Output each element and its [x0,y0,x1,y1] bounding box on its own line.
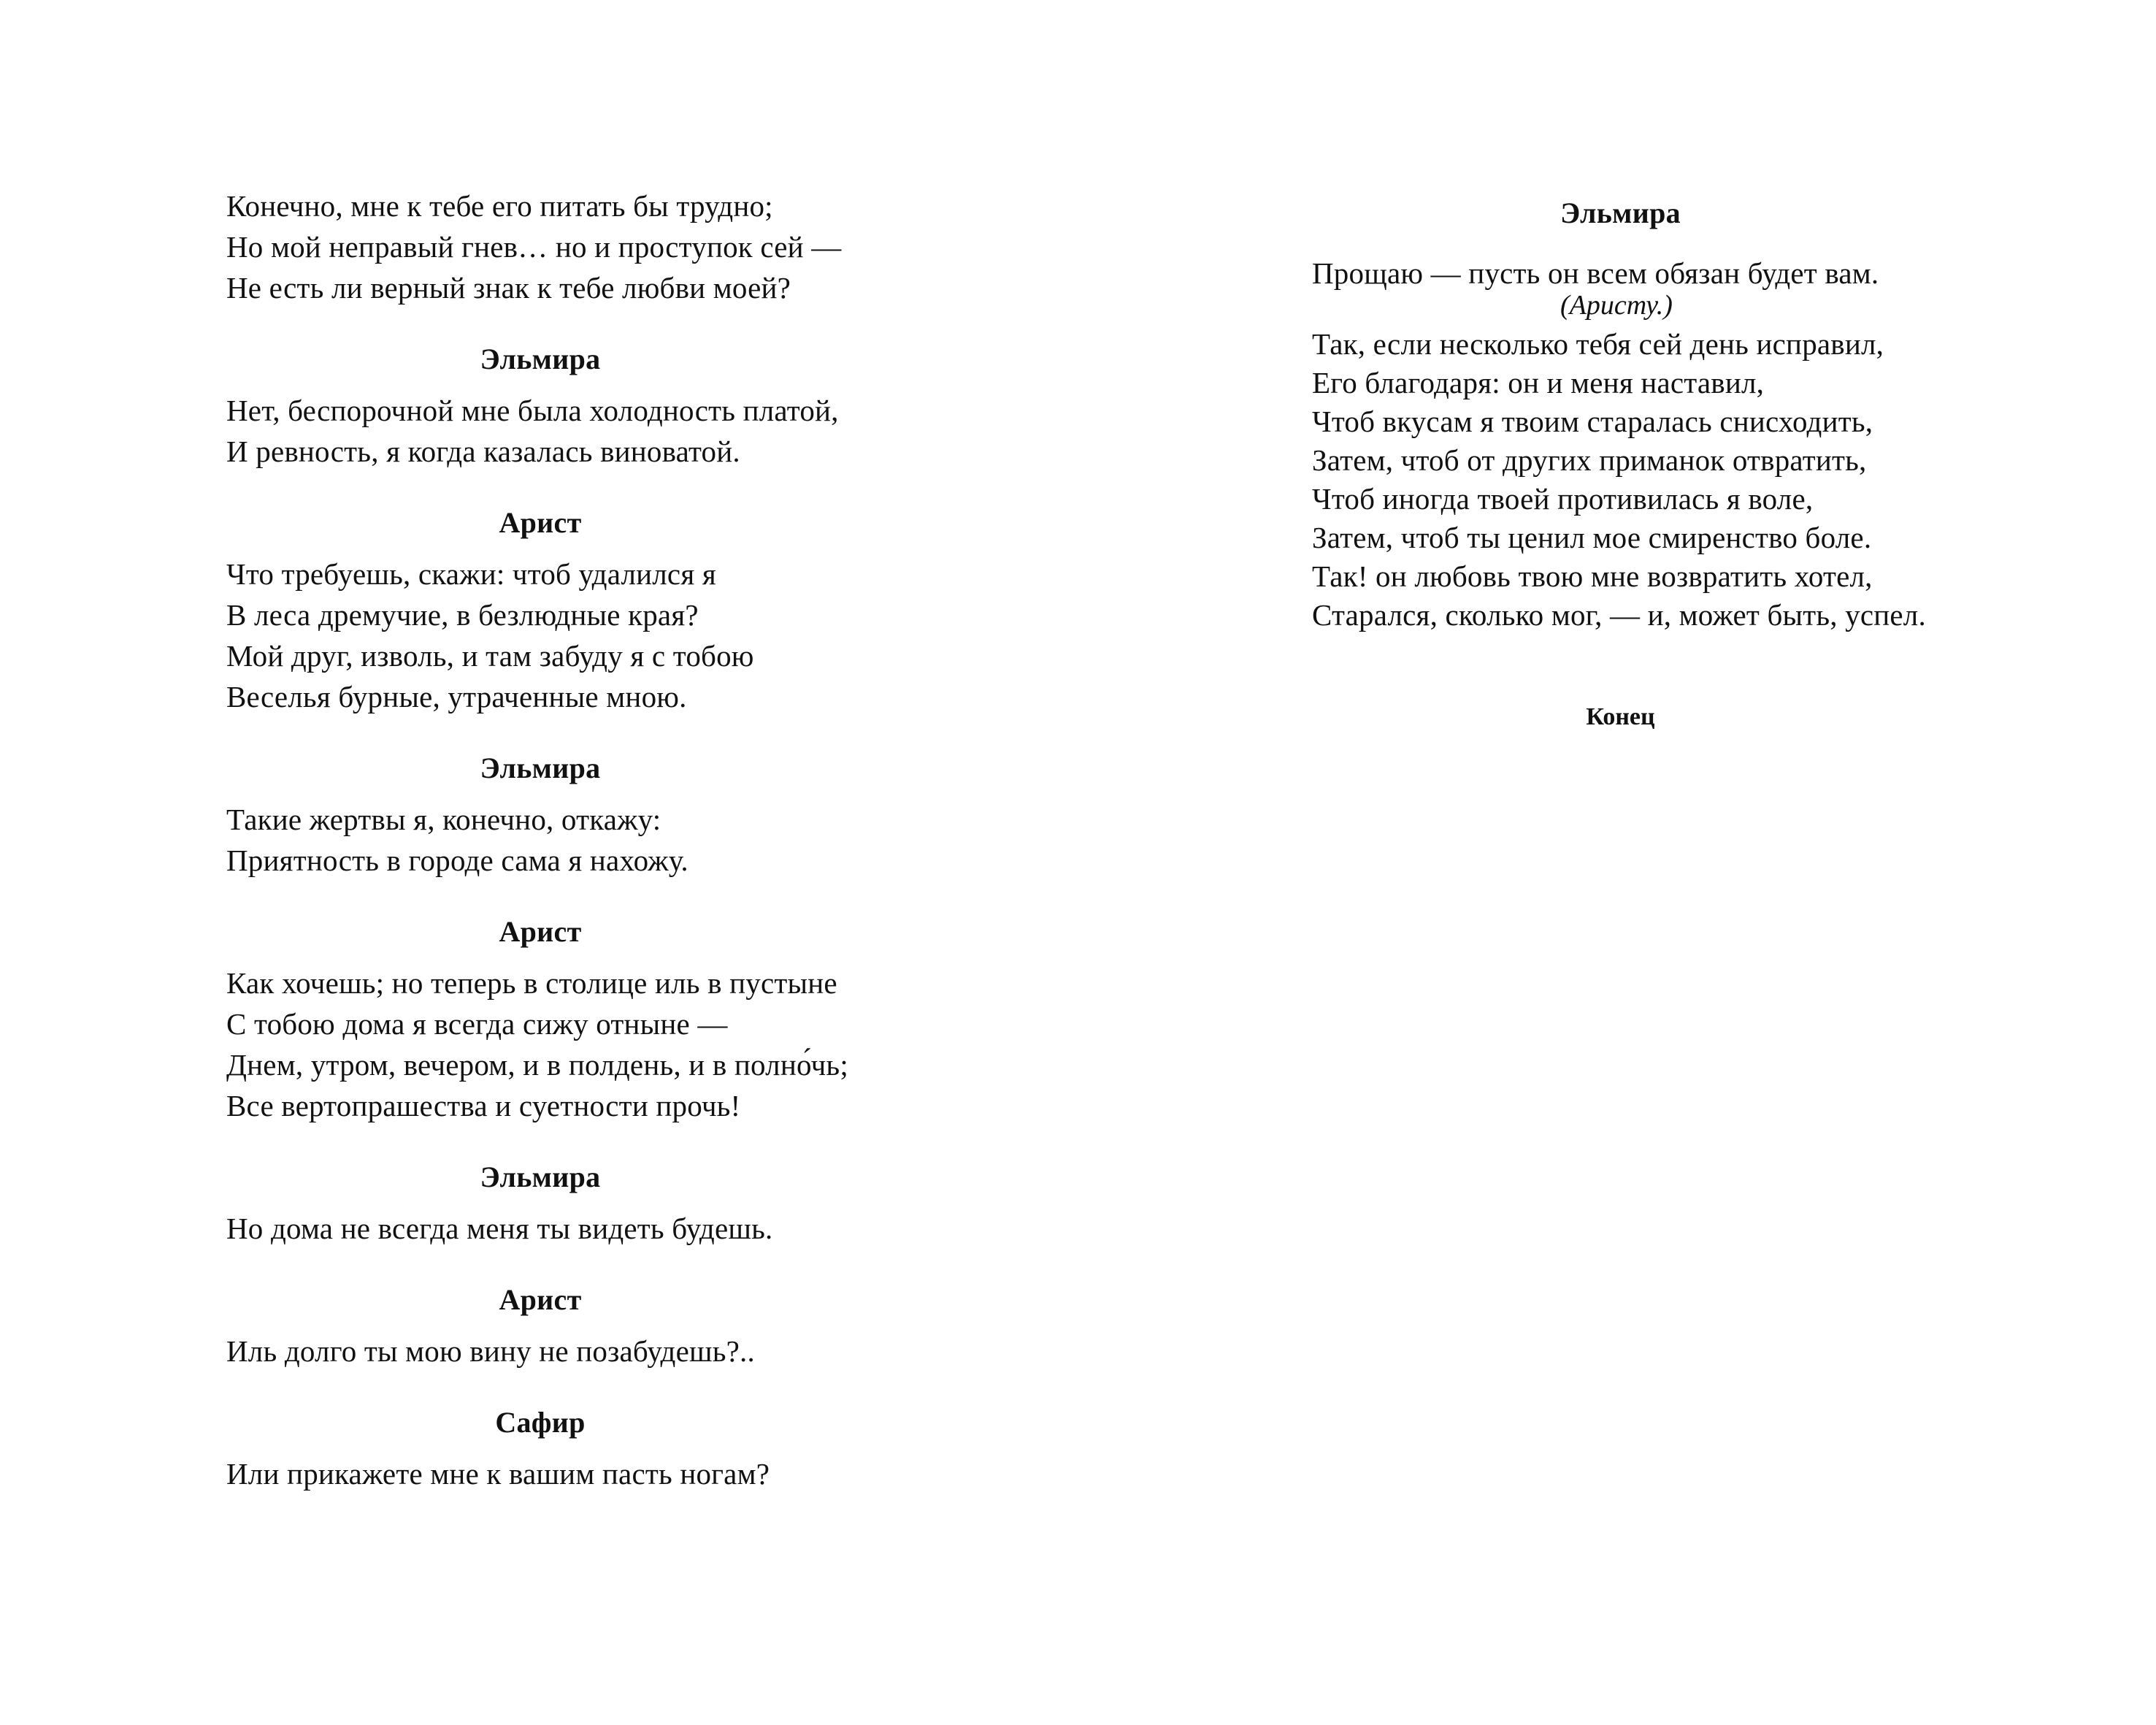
speech [226,963,854,1126]
verse-line: Прощаю — пусть он всем обязан будет вам. [1312,256,1879,290]
verse-line: Старался, сколько мог, — и, может быть, успел. [1312,598,1926,632]
verse-line: Так! он любовь твою мне возвратить хотел, [1312,559,1873,593]
speech [226,390,854,472]
verse-line: Затем, чтоб от других приманок отвратить, [1312,443,1867,477]
verse-line: Или прикажете мне к вашим пасть ногам? [226,1457,770,1491]
stage-direction: (Аристу.) [1560,290,1673,321]
exchange-arist-3 [226,1280,854,1372]
exchange-elmira-2 [226,748,854,881]
speaker-name: Эльмира [480,343,601,375]
verse-line: Так, если несколько тебя сей день исправил, [1312,327,1884,361]
verse-line: Чтоб вкусам я твоим старалась снисходить, [1312,405,1873,438]
speech [226,1331,854,1372]
verse-line: Что требуешь, скажи: чтоб удалился я [226,557,716,591]
speech [226,799,854,881]
opening-speech [226,185,854,308]
speaker-name: Эльмира [1560,196,1681,229]
verse-line: Но мой неправый гнев… но и проступок сей — [226,230,842,264]
verse-line: В леса дремучие, в безлюдные края? [226,598,699,632]
speaker-name: Эльмира [480,1160,601,1193]
verse-line: Иль долго ты мою вину не позабудешь?.. [226,1334,755,1368]
verse-line: Днем, утром, вечером, и в полдень, и в полно́чь; [226,1048,848,1082]
verse-line: Веселья бурные, утраченные мною. [226,680,687,714]
verse-line: Все вертопрашества и суетности прочь! [226,1089,741,1122]
verse-line: Мой друг, изволь, и там забуду я с тобою [226,639,754,673]
verse-line: Такие жертвы я, конечно, откажу: [226,803,661,836]
exchange-arist-2 [226,911,854,1126]
verse-line: Как хочешь; но теперь в столице иль в пустыне [226,966,837,1000]
speaker-name: Арист [499,506,582,539]
verse-line: Но дома не всегда меня ты видеть будешь. [226,1212,773,1245]
speaker-name: Арист [499,1283,582,1316]
ending-label: Конец [1586,703,1655,730]
verse-line: И ревность, я когда казалась виноватой. [226,435,740,468]
left-page [226,185,854,1494]
verse-line: С тобою дома я всегда сижу отныне — [226,1007,728,1041]
verse-line: Конечно, мне к тебе его питать бы трудно; [226,189,773,223]
verse-line: Не есть ли верный знак к тебе любви моей? [226,271,791,305]
verse-line: Приятность в городе сама я нахожу. [226,844,688,877]
right-page [1312,193,1929,735]
exchange-elmira-1 [226,339,854,472]
verse-line: Его благодаря: он и меня наставил, [1312,366,1765,399]
speech [226,554,854,717]
exchange-safir [226,1402,854,1494]
exchange-arist-1 [226,502,854,717]
speech [226,1208,854,1249]
verse-line: Чтоб иногда твоей противилась я воле, [1312,482,1814,516]
speech [1312,254,1929,635]
verse-line: Нет, беспорочной мне была холодность платой, [226,394,839,427]
exchange-elmira-final [1312,193,1929,635]
speech [226,1453,854,1494]
speaker-name: Арист [499,915,582,948]
speaker-name: Эльмира [480,751,601,784]
speaker-name: Сафир [495,1406,586,1439]
verse-line: Затем, чтоб ты ценил мое смиренство боле. [1312,521,1872,554]
exchange-elmira-3 [226,1157,854,1249]
